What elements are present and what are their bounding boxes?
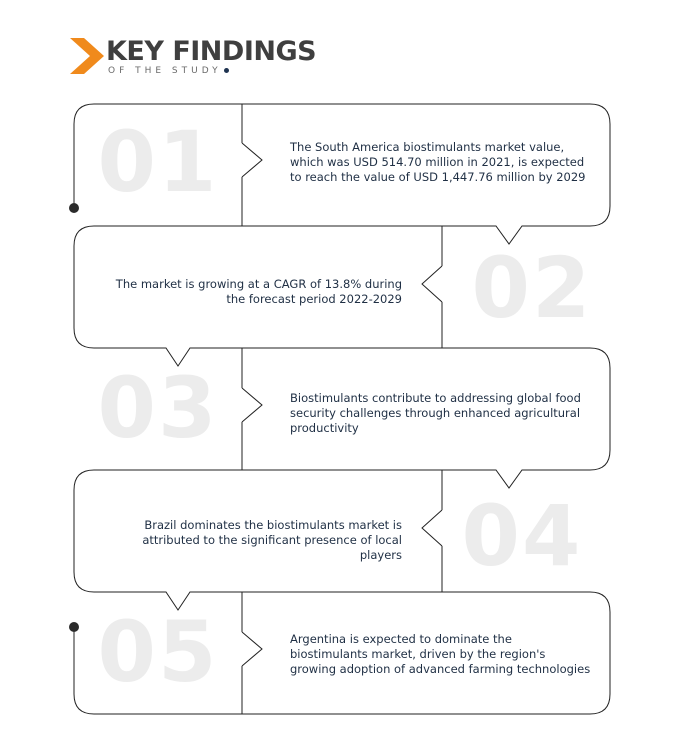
tail-3 bbox=[242, 388, 262, 422]
page-subtitle bbox=[108, 66, 229, 76]
finding-3-number: 03 bbox=[97, 359, 219, 457]
finding-2-text: The market is growing at a CAGR of 13.8% during the forecast period 2022-2029 bbox=[115, 277, 402, 306]
subtitle-dot-icon bbox=[224, 68, 229, 73]
finding-3-text: Biostimulants contribute to addressing global food security challenges through enhanced agricultural productivity bbox=[290, 391, 581, 435]
tail-5 bbox=[242, 632, 262, 666]
tail-2 bbox=[422, 266, 442, 302]
page-title: KEY FINDINGS bbox=[106, 36, 317, 67]
tail-1 bbox=[242, 143, 262, 177]
finding-4-number: 04 bbox=[461, 487, 583, 585]
finding-1-text: The South America biostimulants market value, which was USD 514.70 million in 2021, is expected to reach the value of USD 1,447.76 million by 2029 bbox=[290, 140, 586, 184]
orange-chevron-icon bbox=[70, 38, 104, 74]
finding-4-text: Brazil dominates the biostimulants market is attributed to the significant presence of local players bbox=[142, 518, 402, 562]
finding-5-text: Argentina is expected to dominate the biostimulants market, driven by the region's growing adoption of advanced farming technologies bbox=[290, 632, 591, 676]
start-dot bbox=[69, 203, 79, 213]
finding-1-number: 01 bbox=[97, 113, 219, 211]
tail-4 bbox=[422, 510, 442, 546]
page-subtitle-text: OF THE STUDY bbox=[108, 66, 222, 76]
end-dot bbox=[69, 622, 79, 632]
finding-5-number: 05 bbox=[97, 603, 219, 701]
finding-2-number: 02 bbox=[471, 239, 593, 337]
